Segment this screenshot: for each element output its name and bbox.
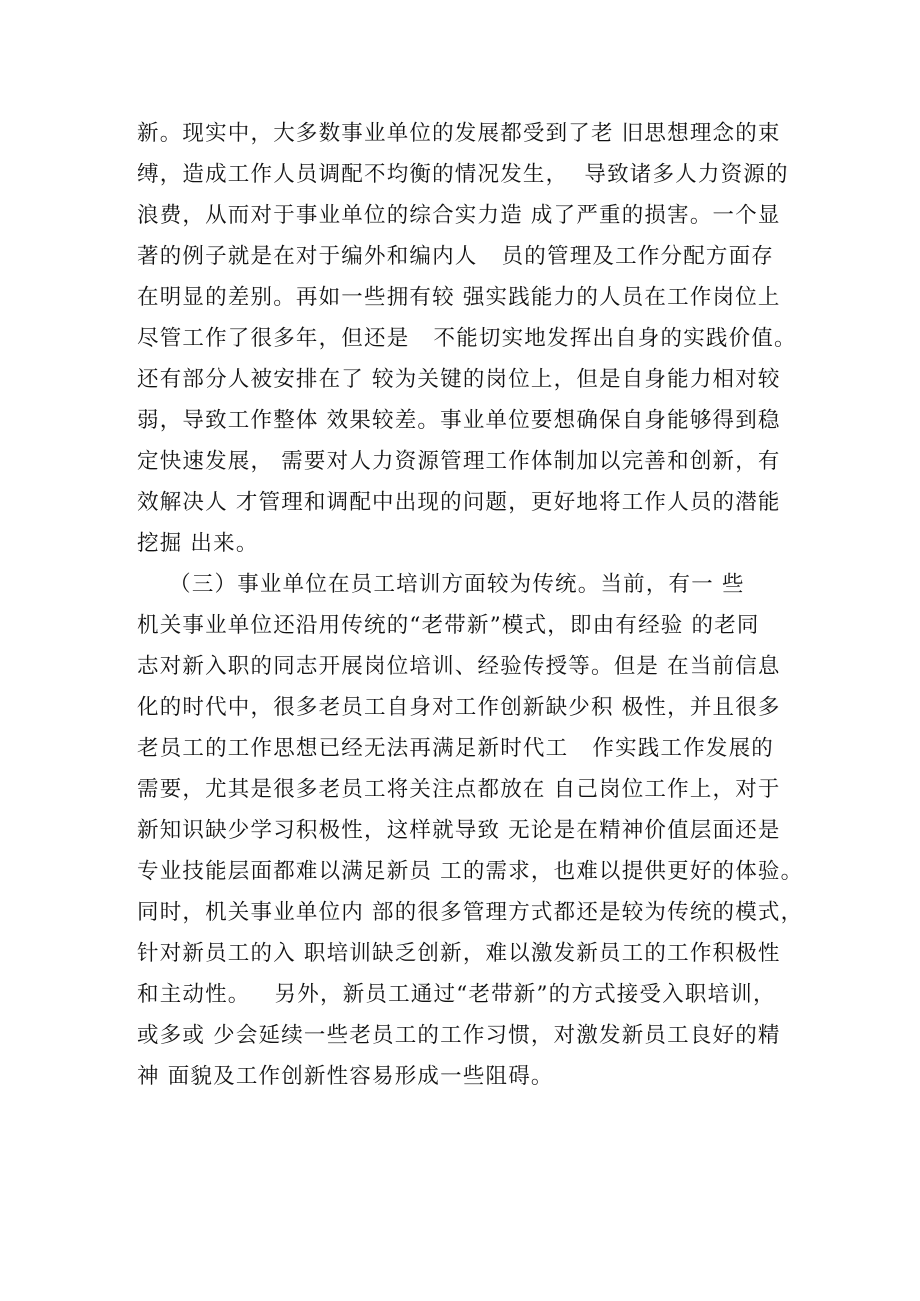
text-line: 弱，导致工作整体 效果较差。事业单位要想确保自身能够得到稳	[137, 408, 781, 433]
text-line: 需要，尤其是很多老员工将关注点都放在 自己岗位工作上，对于	[137, 777, 781, 802]
text-line: 老员工的工作思想已经无法再满足新时代工 作实践工作发展的	[137, 736, 775, 761]
text-line: 和主动性。 另外，新员工通过“老带新”的方式接受入职培训，	[137, 982, 776, 1007]
text-line: 针对新员工的入 职培训缺乏创新，难以激发新员工的工作积极性	[137, 941, 781, 966]
text-line: 效解决人 才管理和调配中出现的问题，更好地将工作人员的潜能	[137, 490, 781, 515]
text-line: 在明显的差别。再如一些拥有较 强实践能力的人员在工作岗位上	[137, 285, 781, 310]
text-line: 机关事业单位还沿用传统的“老带新”模式，即由有经验 的老同	[137, 613, 760, 638]
text-line: 定快速发展， 需要对人力资源管理工作体制加以完善和创新，有	[137, 449, 781, 474]
body-text	[137, 113, 807, 1097]
text-line: 挖掘 出来。	[137, 531, 259, 556]
text-line: （三）事业单位在员工培训方面较为传统。当前，有一 些	[137, 572, 745, 597]
text-line: 著的例子就是在对于编外和编内人 员的管理及工作分配方面存	[137, 244, 775, 269]
text-line: 同时，机关事业单位内 部的很多管理方式都还是较为传统的模式，	[137, 900, 804, 925]
text-line: 专业技能层面都难以满足新员 工的需求，也难以提供更好的体验。	[137, 859, 804, 884]
text-line: 神 面貌及工作创新性容易形成一些阻碍。	[137, 1064, 554, 1089]
text-line: 新知识缺少学习积极性，这样就导致 无论是在精神价值层面还是	[137, 818, 781, 843]
text-line: 尽管工作了很多年，但还是 不能切实地发挥出自身的实践价值。	[137, 326, 797, 351]
text-line: 浪费，从而对于事业单位的综合实力造 成了严重的损害。一个显	[137, 203, 781, 228]
text-line: 志对新入职的同志开展岗位培训、经验传授等。但是 在当前信息	[137, 654, 781, 679]
text-line: 新。现实中，大多数事业单位的发展都受到了老 旧思想理念的束	[137, 121, 781, 146]
text-line: 还有部分人被安排在了 较为关键的岗位上，但是自身能力相对较	[137, 367, 781, 392]
text-line: 或多或 少会延续一些老员工的工作习惯，对激发新员工良好的精	[137, 1023, 781, 1048]
text-line: 化的时代中，很多老员工自身对工作创新缺少积 极性，并且很多	[137, 695, 781, 720]
text-line: 缚，造成工作人员调配不均衡的情况发生， 导致诸多人力资源的	[137, 162, 789, 187]
